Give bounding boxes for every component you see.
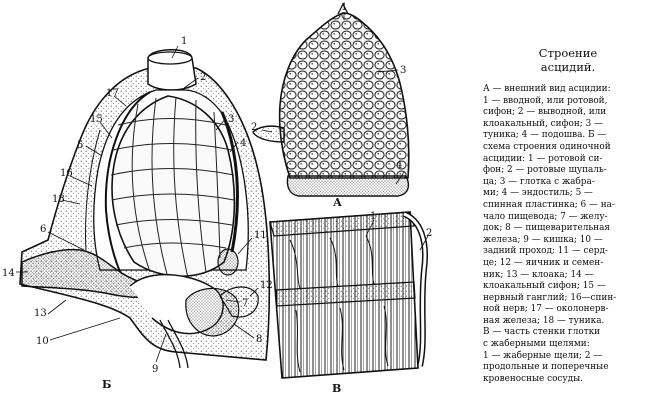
description-line: с жаберными щелями: (483, 339, 590, 350)
figure-title-line-2: асцидий. (540, 60, 596, 74)
panel-b-label-6: 6 (40, 224, 47, 235)
description-line: 1 — вводной, или ротовой, (483, 95, 608, 106)
panel-b-label-11: 11 (254, 230, 267, 241)
panel-a-external-view (251, 2, 409, 209)
figure-title-line-1: Строение (538, 46, 598, 60)
panel-b-label-13: 13 (34, 308, 47, 319)
description-line: клоакальный, сифон; 3 — (483, 118, 603, 129)
panel-b-label-16: 16 (60, 168, 73, 179)
description-line: док; 8 — пищеварительная (483, 223, 610, 234)
panel-b-label-5: 5 (77, 140, 84, 151)
panel-b-label-1: 1 (181, 36, 188, 47)
description-line: железа; 9 — кишка; 10 — (483, 234, 603, 245)
description-line: продольные и поперечные (483, 362, 609, 373)
description-line: ная железа; 18 — туника. (483, 315, 605, 326)
ascidian-section-illustration (20, 50, 269, 368)
description-line: задний проход; 11 — серд- (483, 246, 608, 257)
figure-title (505, 46, 631, 74)
panel-a-label-1: 1 (341, 2, 348, 13)
description-line: це; 12 — яичник и семен- (483, 257, 604, 268)
panel-b-section-scheme (2, 36, 273, 391)
description-line: фон; 2 — ротовые щупаль- (483, 165, 607, 176)
panel-v-label-2: 2 (426, 228, 433, 239)
description-line: ми; 4 — эндостиль; 5 — (483, 188, 593, 199)
description-line: кровеносные сосуды. (483, 373, 583, 384)
panel-b-label-2: 2 (200, 72, 207, 83)
ascidian-body-illustration (253, 4, 409, 196)
figure-description (483, 84, 643, 385)
description-line: сифон; 2 — выводной, или (483, 107, 607, 118)
panel-b-label-14: 14 (2, 268, 15, 279)
panel-b-label-12: 12 (260, 280, 273, 291)
panel-v-letter: В (332, 382, 342, 395)
panel-v-pharynx-wall (270, 211, 432, 395)
panel-b-label-9: 9 (152, 364, 159, 375)
panel-b-label-17: 17 (106, 88, 119, 99)
description-line: схема строения одиночной (483, 141, 611, 152)
description-line: спинная пластинка; 6 — на- (483, 199, 615, 210)
description-line: туника; 4 — подошва. Б — (483, 130, 607, 141)
panel-a-label-4: 4 (396, 160, 403, 171)
panel-b-label-18: 18 (52, 194, 65, 205)
panel-a-letter: А (333, 196, 342, 209)
panel-b-label-10: 10 (36, 336, 49, 347)
panel-b-label-3: 3 (228, 114, 235, 125)
description-line: ник; 13 — клоака; 14 — (483, 269, 594, 280)
panel-b-label-8: 8 (256, 334, 263, 345)
description-line: нервный ганглий; 16—спин- (483, 292, 617, 303)
pharynx-wall-illustration (270, 212, 425, 378)
panel-b-label-15: 15 (90, 114, 103, 125)
panel-b-letter: Б (102, 378, 112, 391)
description-line: ной нерв; 17 — околонерв- (483, 304, 609, 315)
description-line: асцидии: 1 — ротовой си- (483, 153, 603, 164)
description-line: 1 — жаберные щели; 2 — (483, 350, 603, 361)
panel-a-label-3: 3 (400, 65, 407, 76)
description-line: А — внешний вид асцидии: (483, 84, 611, 94)
description-line: ца; 3 — глотка с жабра- (483, 176, 595, 187)
description-line: клоакальный сифон; 15 — (483, 281, 606, 292)
panel-b-label-4: 4 (240, 138, 247, 149)
panel-v-label-1: 1 (370, 211, 377, 222)
description-line: чало пищевода; 7 — желу- (483, 211, 608, 222)
description-line: В — часть стенки глотки (483, 327, 601, 338)
panel-a-label-2: 2 (251, 122, 258, 133)
panel-b-label-7: 7 (242, 298, 249, 309)
